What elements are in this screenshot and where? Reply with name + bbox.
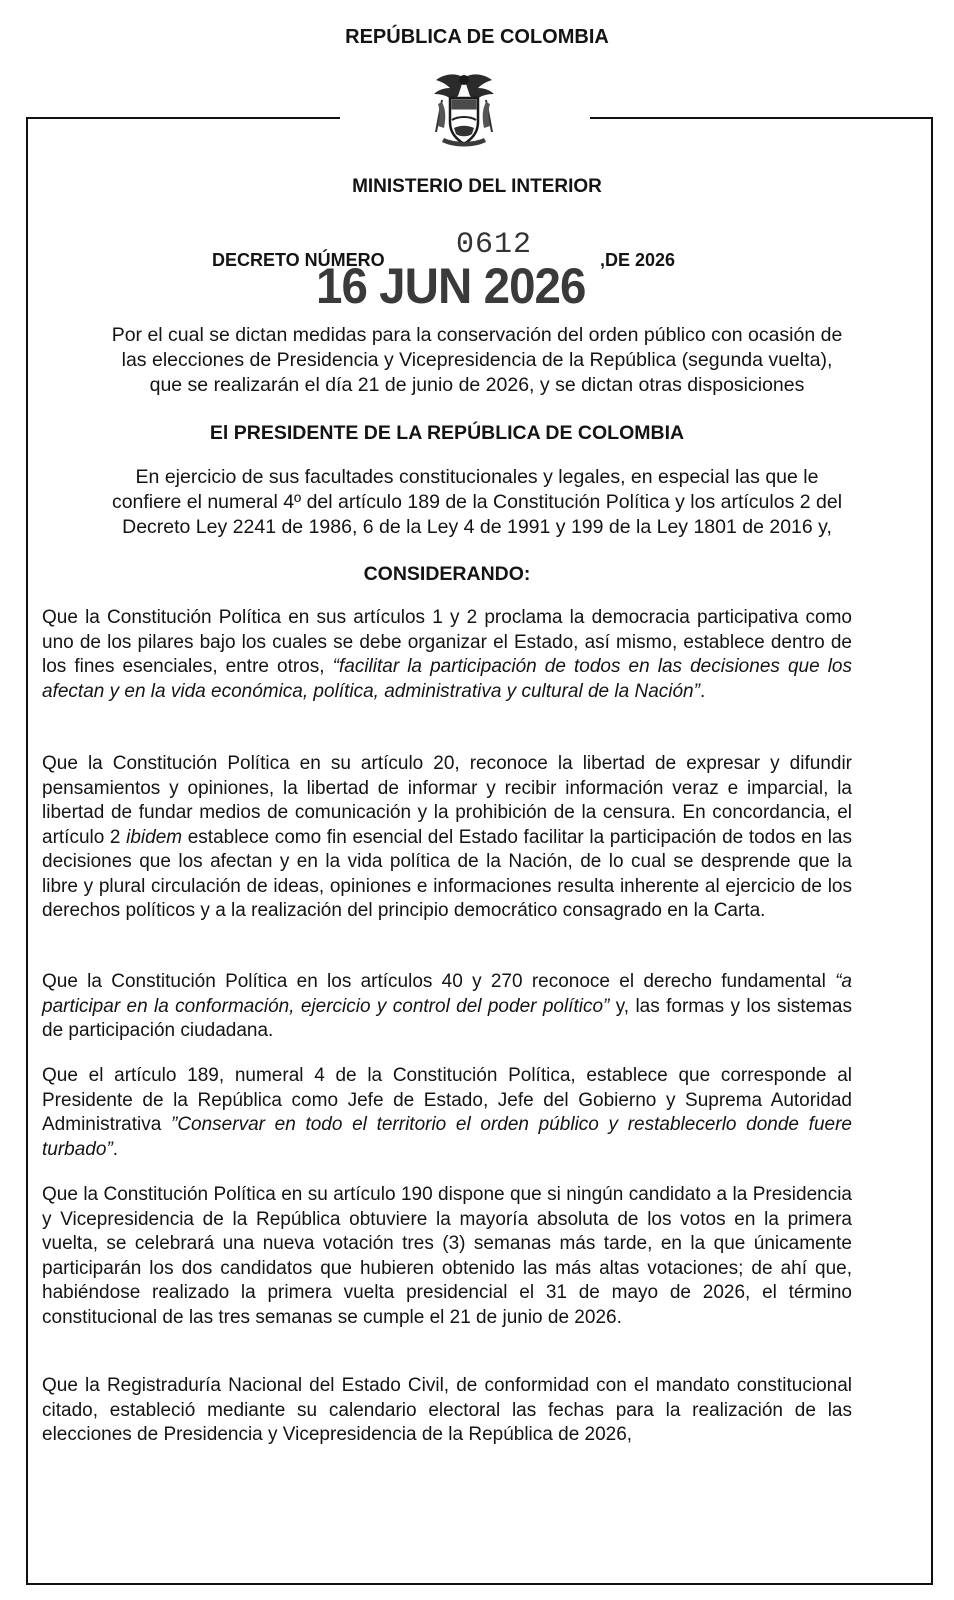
consideration-text: Que la Constitución Política en sus artículos 1 y 2 proclama la democracia participativa como uno de los pilares bajo los cuales se debe organizar el Estado, así mismo, establece dentro de los fines esenciales, entre otros, [42,607,852,677]
consideration-text: Que el artículo 189, numeral 4 de la Constitución Política, establece que corresponde al Presidente de la República como Jefe de Estado, Jefe del Gobierno y Suprema Autoridad Administrativa [42,1065,852,1135]
coat-of-arms-icon [428,70,500,152]
consideration-text: Que la Constitución Política en los artículos 40 y 270 reconoce el derecho fundamental [42,971,836,992]
legal-powers-line: Decreto Ley 2241 de 1986, 6 de la Ley 4 de 1991 y 199 de la Ley 1801 de 2016 y, [122,516,832,538]
country-title: REPÚBLICA DE COLOMBIA [345,26,609,48]
decree-number: 0612 [456,228,533,262]
consideration-text: . [699,680,706,702]
frame-bottom-rule [26,1583,933,1585]
consideration-quote: ”Conservar en todo el territorio el orden público y restablecerlo donde fuere turbado” [42,1114,852,1160]
frame-top-right-rule [590,117,933,119]
frame-right-rule [931,117,933,1585]
consideration-quote: “facilitar la participación de todos en las decisiones que los afectan y en la vida económica, política, administrativa y cultural de la Nación” [42,656,853,702]
decree-year-label: ,DE 2026 [600,250,676,270]
decree-subject-line: las elecciones de Presidencia y Vicepresidencia de la República (segunda vuelta), [121,349,833,371]
consideration-text: establece como fin esencial del Estado facilitar la participación de todos en las decisiones que los afectan y en la vida política de la Nación, de lo cual se desprende que la libre y plural circulación de ideas, opiniones e informaciones resulta inherente al ejercicio de los derechos políticos y a la realización del principio democrático consagrado en la Carta. [42,826,852,921]
decree-subject-line: Por el cual se dictan medidas para la conservación del orden público con ocasión de [111,324,843,346]
consideration-paragraph [42,1064,852,1162]
considering-heading: CONSIDERANDO: [363,563,531,585]
decree-subject [40,323,914,398]
consideration-paragraph [42,970,852,1044]
legal-powers [40,465,914,540]
issuing-authority: El PRESIDENTE DE LA REPÚBLICA DE COLOMBIA [209,422,685,444]
consideration-quote: ibidem [126,826,183,848]
consideration-text: . [112,1138,119,1160]
consideration-text: Que la Constitución Política en su artículo 190 dispone que si ningún candidato a la Presidencia y Vicepresidencia de la República obtuviere la mayoría absoluta de los votos en la primera vuelta, se celebrará una nueva votación tres (3) semanas más tarde, en la que únicamente participarán los dos candidatos que hubieren obtenido las más altas votaciones; de ahí que, habiéndose realizado la primera vuelta presidencial el 31 de mayo de 2026, el término constitucional de las tres semanas se cumple el 21 de junio de 2026. [42,1184,852,1328]
consideration-text: Que la Constitución Política en su artículo 20, reconoce la libertad de expresar y difundir pensamientos y opiniones, la libertad de informar y recibir información veraz e imparcial, la libertad de fundar medios de comunicación y la prohibición de la censura. En concordancia, el artículo 2 [42,753,852,848]
consideration-text: y, las formas y los sistemas de participación ciudadana. [42,995,852,1041]
frame-left-rule [26,117,28,1585]
consideration-text: Que la Registraduría Nacional del Estado Civil, de conformidad con el mandato constitucional citado, estableció mediante su calendario electoral las fechas para la realización de las elecciones de Presidencia y Vicepresidencia de la República de 2026, [42,1375,852,1445]
ministry-name: MINISTERIO DEL INTERIOR [352,176,602,197]
decree-label: DECRETO NÚMERO [212,250,385,270]
legal-powers-line: confiere el numeral 4º del artículo 189 de la Constitución Política y los artículos 2 del [111,491,843,513]
consideration-paragraph [42,606,852,704]
consideration-paragraph [42,752,852,924]
decree-subject-line: que se realizarán el día 21 de junio de 2026, y se dictan otras disposiciones [149,374,805,396]
consideration-quote: “a participar en la conformación, ejercicio y control del poder político” [42,971,852,1017]
consideration-paragraph [42,1183,852,1330]
frame-top-left-rule [26,117,340,119]
date-stamp: 16 JUN 2026 [316,258,586,314]
consideration-paragraph [42,1374,852,1448]
legal-powers-line: En ejercicio de sus facultades constitucionales y legales, en especial las que le [135,466,819,488]
